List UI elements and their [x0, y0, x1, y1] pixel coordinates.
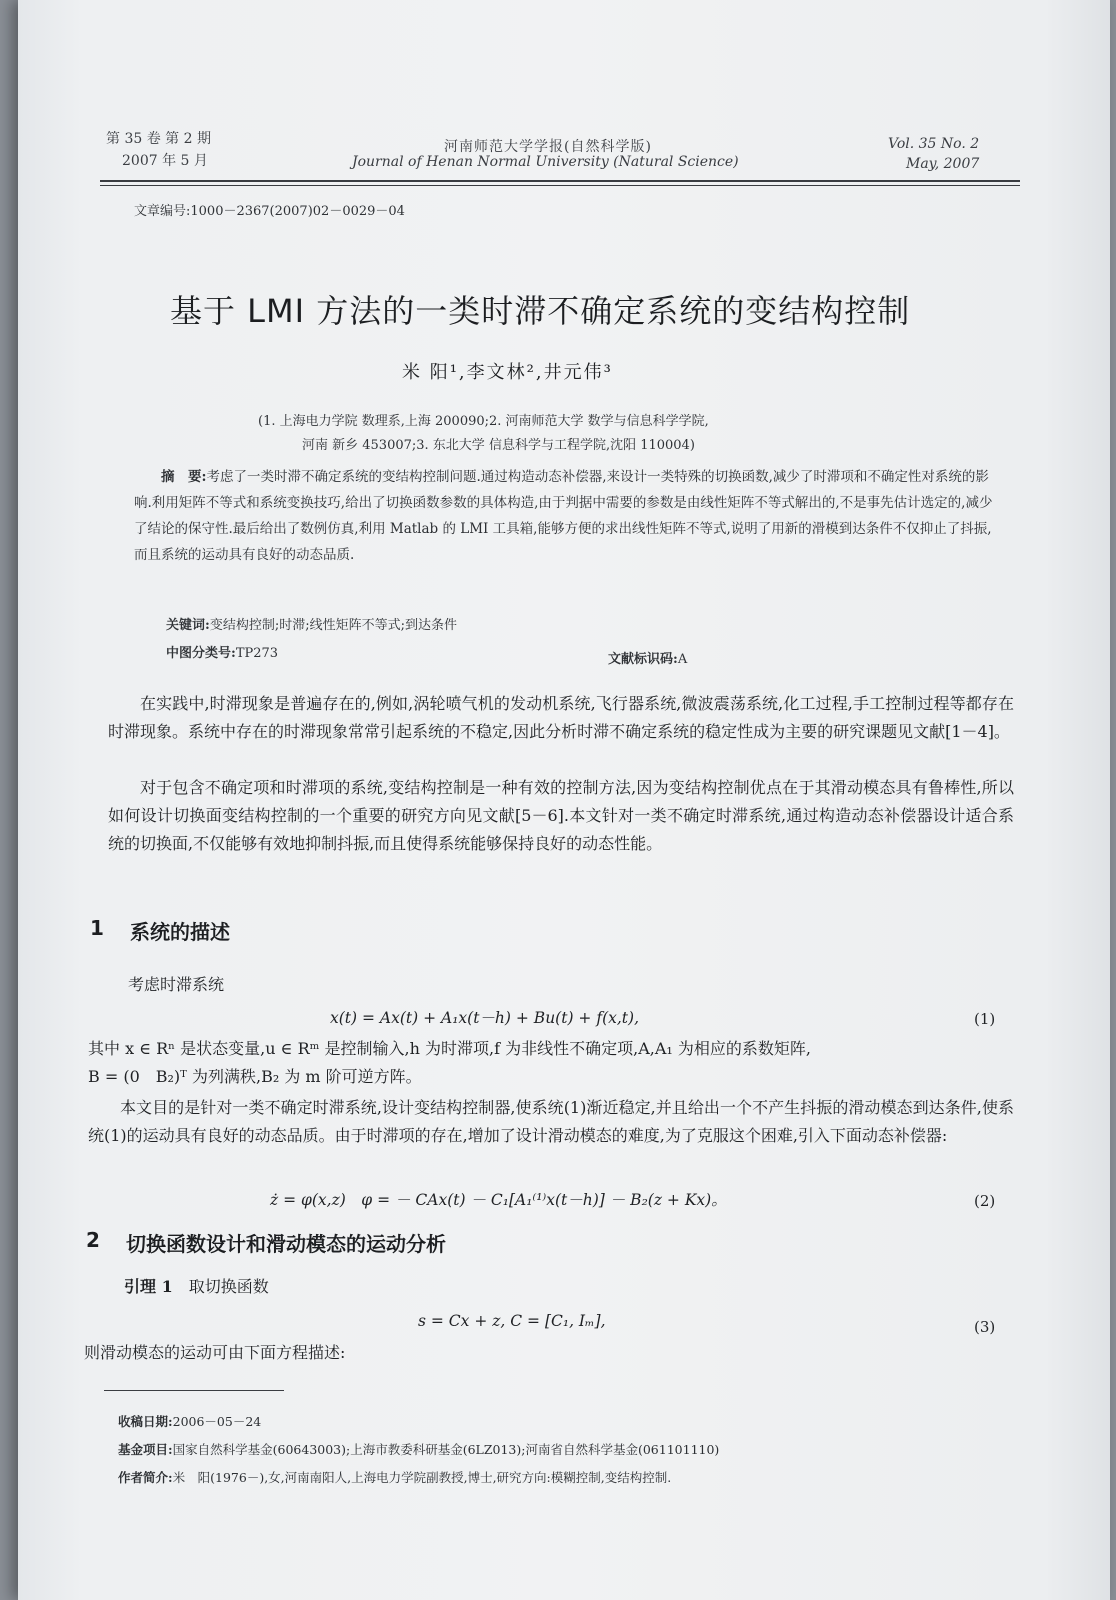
intro-paragraph-2: 对于包含不确定项和时滞项的系统,变结构控制是一种有效的控制方法,因为变结构控制优点在于其滑动模态具有鲁棒性,所以如何设计切换面变结构控制的一个重要的研究方向见文献[5－6].本文针对一类不确定时滞系统,通过构造动态补偿器设计适合系统的切换面,不仅能够有效地抑制抖振,而且使得系统能够保持良好的动态性能。	[108, 778, 1014, 853]
received-date: 2006－05－24	[172, 1414, 262, 1429]
header-rule-thick	[100, 180, 1020, 182]
keywords	[166, 614, 457, 633]
header-date-en: May, 2007	[906, 156, 980, 172]
clc-number	[166, 642, 278, 661]
intro-paragraph-1: 在实践中,时滞现象是普遍存在的,例如,涡轮喷气机的发动机系统,飞行器系统,微波震荡系统,化工过程,手工控制过程等都存在时滞现象。系统中存在的时滞现象常常引起系统的不稳定,因此分析时滞不确定系统的稳定性成为主要的研究课题见文献[1－4]。	[108, 694, 1014, 741]
fund-text: 国家自然科学基金(60643003);上海市教委科研基金(6LZ013);河南省自然科学基金(061101110)	[172, 1442, 720, 1457]
equation-2: ż = φ(x,z) φ = － CAx(t) － C₁[A₁⁽¹⁾x(t－h)] － B₂(z + Kx)。	[270, 1191, 727, 1209]
equation-1: x(t) = Ax(t) + A₁x(t－h) + Bu(t) + f(x,t),	[330, 1009, 639, 1027]
header-date-cn: 2007 年 5 月	[122, 153, 208, 169]
received-label: 收稿日期:	[118, 1414, 173, 1429]
affiliation-line-1: (1. 上海电力学院 数理系,上海 200090;2. 河南师范大学 数学与信息科学学院,	[258, 414, 709, 429]
equation-3-number: (3)	[974, 1318, 996, 1336]
section-1-lead: 考虑时滞系统	[128, 975, 225, 994]
keywords-label: 关键词:	[166, 618, 210, 633]
section-1-number: 1	[90, 916, 104, 940]
lemma-1-text: 取切换函数	[188, 1277, 269, 1296]
document-code	[608, 648, 687, 667]
header-volume-issue-en: Vol. 35 No. 2	[888, 136, 980, 152]
section-1-title: 系统的描述	[130, 920, 230, 944]
section-1-desc-1: 其中 x ∈ Rⁿ 是状态变量,u ∈ Rᵐ 是控制输入,h 为时滞项,f 为非线性不确定项,A,A₁ 为相应的系数矩阵,	[88, 1039, 811, 1058]
clc-text: TP273	[235, 646, 279, 661]
section-1-desc-2: B = (0 B₂)ᵀ 为列满秩,B₂ 为 m 阶可逆方阵。	[88, 1067, 422, 1086]
abstract	[134, 464, 994, 568]
keywords-text: 变结构控制;时滞;线性矩阵不等式;到达条件	[209, 618, 457, 633]
header-rule-thin	[100, 185, 1020, 186]
equation-1-number: (1)	[974, 1010, 996, 1028]
paper-page	[18, 0, 1110, 1600]
doc-code-label: 文献标识码:	[608, 652, 678, 667]
footnote-fund	[118, 1440, 719, 1458]
section-2-title: 切换函数设计和滑动模态的运动分析	[126, 1232, 446, 1256]
equation-2-number: (2)	[974, 1192, 996, 1210]
doc-code-text: A	[677, 652, 688, 667]
footnote-received	[118, 1412, 261, 1430]
equation-3: s = Cx + z, C = [C₁, Iₘ],	[418, 1312, 606, 1330]
header-volume-issue: 第 35 卷 第 2 期	[106, 131, 211, 147]
abstract-text: 考虑了一类时滞不确定系统的变结构控制问题.通过构造动态补偿器,来设计一类特殊的切换函数,减少了时滞项和不确定性对系统的影响.利用矩阵不等式和系统变换技巧,给出了切换函数参数的具体构造,由于判据中需要的参数是由线性矩阵不等式解出的,不是事先估计选定的,减少了结论的保守性.最后给出了数例仿真,利用 Matlab 的 LMI 工具箱,能够方便的求出线性矩阵不等式,说明了用新的滑模到达条件不仅抑止了抖振,而且系统的运动具有良好的动态品质.	[134, 469, 993, 563]
bio-text: 米 阳(1976－),女,河南南阳人,上海电力学院副教授,博士,研究方向:模糊控制,变结构控制.	[172, 1470, 672, 1485]
article-number: 文章编号:1000－2367(2007)02－0029－04	[134, 204, 405, 219]
abstract-label: 摘 要:	[161, 469, 207, 485]
lemma-1	[124, 1274, 269, 1297]
header-journal-en: Journal of Henan Normal University (Natural Science)	[352, 154, 739, 170]
paper-authors: 米 阳¹,李文林²,井元伟³	[402, 362, 613, 383]
footnote-rule	[104, 1390, 284, 1391]
fund-label: 基金项目:	[118, 1442, 173, 1457]
section-1-paragraph: 本文目的是针对一类不确定时滞系统,设计变结构控制器,使系统(1)渐近稳定,并且给出一个不产生抖振的滑动模态到达条件,使系统(1)的运动具有良好的动态品质。由于时滞项的存在,增加了设计滑动模态的难度,为了克服这个困难,引入下面动态补偿器:	[88, 1098, 1014, 1145]
affiliation-line-2: 河南 新乡 453007;3. 东北大学 信息科学与工程学院,沈阳 110004)	[302, 438, 695, 453]
bio-label: 作者简介:	[118, 1470, 173, 1485]
clc-label: 中图分类号:	[166, 646, 236, 661]
section-2-after: 则滑动模态的运动可由下面方程描述:	[84, 1343, 346, 1362]
section-2-number: 2	[86, 1228, 100, 1252]
header-journal-cn: 河南师范大学学报(自然科学版)	[444, 139, 652, 155]
lemma-1-label: 引理 1	[124, 1277, 173, 1296]
footnote-bio	[118, 1468, 671, 1486]
paper-title: 基于 LMI 方法的一类时滞不确定系统的变结构控制	[170, 292, 911, 330]
